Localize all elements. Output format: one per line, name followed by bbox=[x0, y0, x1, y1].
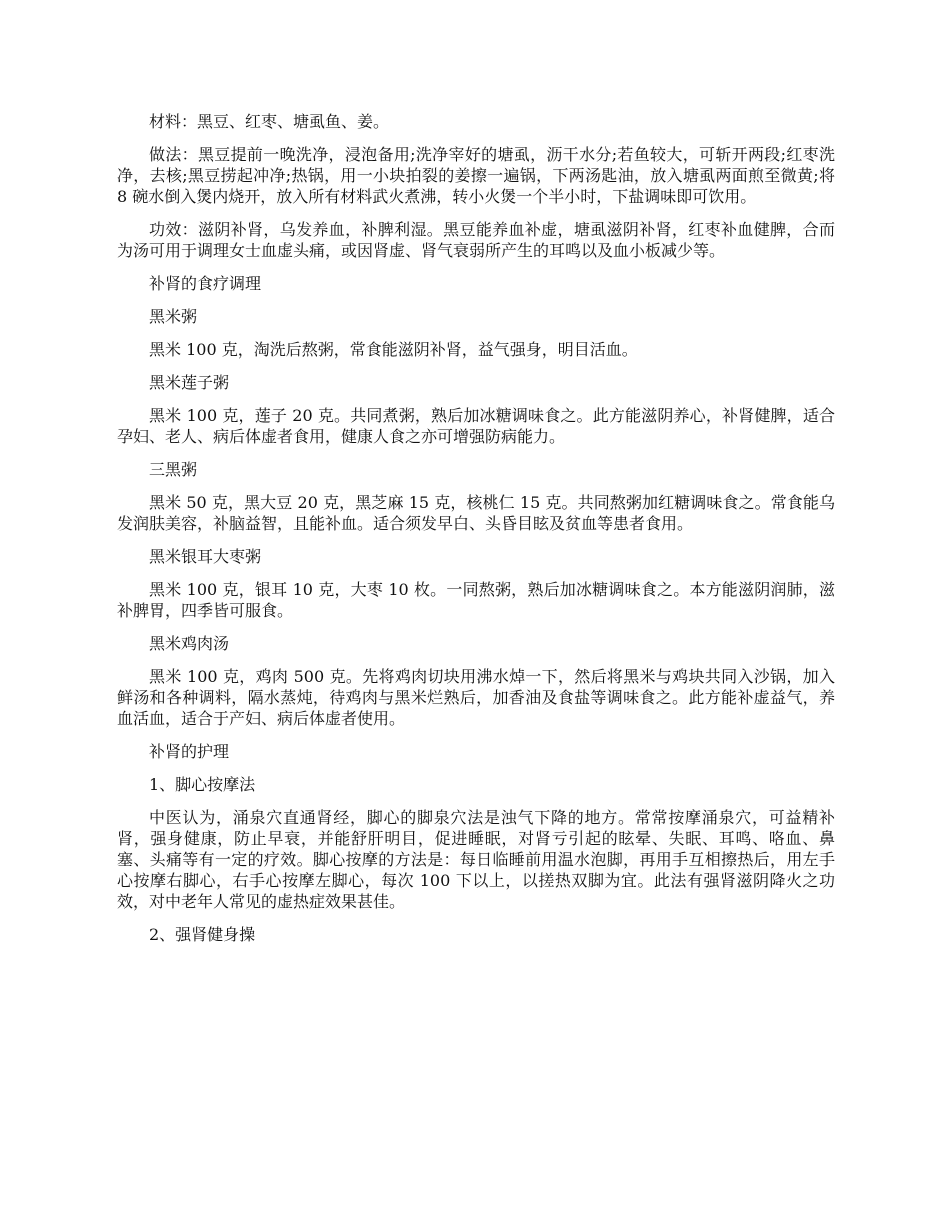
recipe-title-white-fungus-jujube-porridge: 黑米银耳大枣粥 bbox=[149, 547, 262, 566]
recipe-title-lotus-seed-porridge: 黑米莲子粥 bbox=[149, 373, 230, 392]
section-heading-diet: 补肾的食疗调理 bbox=[149, 274, 262, 293]
recipe-title-three-black-porridge: 三黑粥 bbox=[149, 460, 198, 479]
recipe-body-black-rice-porridge: 黑米 100 克，淘洗后熬粥，常食能滋阴补肾，益气强身，明目活血。 bbox=[149, 340, 638, 359]
effects-paragraph: 功效：滋阴补肾，乌发养血，补脾利湿。黑豆能养血补虚，塘虱滋阴补肾，红枣补血健脾，合而为汤可用于调理女士血虚头痛，或因肾虚、肾气衰弱所产生的耳鸣以及血小板减少等。 bbox=[117, 220, 835, 260]
method-paragraph: 做法：黑豆提前一晚洗净，浸泡备用;洗净宰好的塘虱，沥干水分;若鱼较大，可斩开两段;红枣洗净，去核;黑豆捞起冲净;热锅，用一小块拍裂的姜擦一遍锅，下两汤匙油，放入塘虱两面煎至微黄;将 8 碗水倒入煲内烧开，放入所有材料武火煮沸，转小火煲一个半小时，下盐调味即可饮用。 bbox=[117, 145, 835, 206]
subheading-foot-massage: 1、脚心按摩法 bbox=[149, 775, 256, 794]
recipe-body-lotus-seed-porridge: 黑米 100 克，莲子 20 克。共同煮粥，熟后加冰糖调味食之。此方能滋阴养心，补肾健脾，适合孕妇、老人、病后体虚者食用，健康人食之亦可增强防病能力。 bbox=[117, 406, 835, 446]
section-heading-care: 补肾的护理 bbox=[149, 742, 230, 761]
subheading-kidney-exercise: 2、强肾健身操 bbox=[149, 925, 256, 944]
foot-massage-paragraph: 中医认为，涌泉穴直通肾经，脚心的脚泉穴法是浊气下降的地方。常常按摩涌泉穴，可益精补肾，强身健康，防止早衰，并能舒肝明目，促进睡眠，对肾亏引起的眩晕、失眠、耳鸣、咯血、鼻塞、头痛等有一定的疗效。脚心按摩的方法是：每日临睡前用温水泡脚，再用手互相擦热后，用左手心按摩右脚心，右手心按摩左脚心，每次 100 下以上，以搓热双脚为宜。此法有强肾滋阴降火之功效，对中老年人常见的虚热症效果甚佳。 bbox=[117, 808, 835, 911]
recipe-title-chicken-soup: 黑米鸡肉汤 bbox=[149, 634, 230, 653]
recipe-body-white-fungus-jujube-porridge: 黑米 100 克，银耳 10 克，大枣 10 枚。一同熬粥，熟后加冰糖调味食之。本方能滋阴润肺，滋补脾胃，四季皆可服食。 bbox=[117, 580, 835, 620]
document-body bbox=[117, 111, 835, 957]
recipe-body-three-black-porridge: 黑米 50 克，黑大豆 20 克，黑芝麻 15 克，核桃仁 15 克。共同熬粥加红糖调味食之。常食能乌发润肤美容，补脑益智，且能补血。适合须发早白、头昏目眩及贫血等患者食用。 bbox=[117, 493, 835, 533]
ingredients-paragraph: 材料：黑豆、红枣、塘虱鱼、姜。 bbox=[149, 112, 390, 131]
recipe-title-black-rice-porridge: 黑米粥 bbox=[149, 307, 198, 326]
recipe-body-chicken-soup: 黑米 100 克，鸡肉 500 克。先将鸡肉切块用沸水焯一下，然后将黑米与鸡块共同入沙锅，加入鲜汤和各种调料，隔水蒸炖，待鸡肉与黑米烂熟后，加香油及食盐等调味食之。此方能补虚益气，养血活血，适合于产妇、病后体虚者使用。 bbox=[117, 667, 835, 728]
